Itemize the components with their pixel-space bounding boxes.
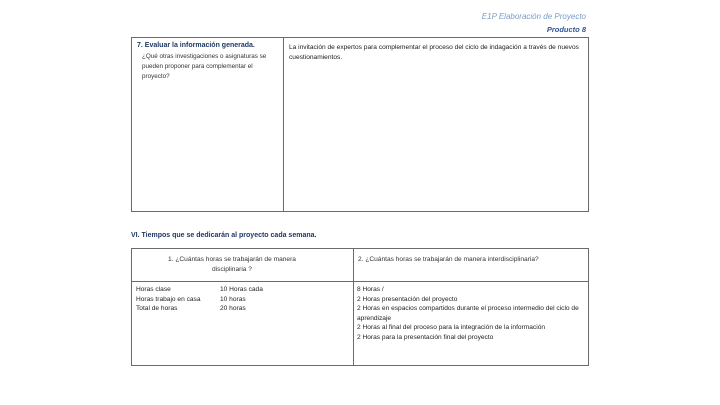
section-7-title: 7. Evaluar la información generada. bbox=[137, 42, 255, 49]
header-row-divider bbox=[132, 281, 588, 282]
disciplinary-hours-list bbox=[136, 285, 346, 314]
interdisciplinary-line: 2 Horas presentación del proyecto bbox=[357, 295, 458, 303]
hours-value: 20 horas bbox=[220, 305, 246, 312]
section-7-answer: La invitación de expertos para complementar el proceso del ciclo de indagación a través de nuevos cuestionamientos. bbox=[289, 44, 579, 61]
column-divider bbox=[283, 38, 284, 211]
interdisciplinary-hours-list bbox=[357, 285, 585, 342]
section-7-question: ¿Qué otras investigaciones o asignaturas se pueden proponer para complementar el proyecto? bbox=[142, 53, 267, 80]
hours-value: 10 horas bbox=[220, 295, 246, 303]
interdisciplinary-line: 2 Horas al final del proceso para la integración de la información bbox=[357, 324, 546, 331]
hours-row bbox=[136, 304, 346, 314]
section-7-table bbox=[131, 37, 589, 212]
document-header-title: E1P Elaboración de Proyecto bbox=[481, 12, 586, 21]
hours-row bbox=[136, 285, 346, 295]
column-divider bbox=[353, 249, 354, 365]
hours-label: Total de horas bbox=[136, 305, 178, 312]
interdisciplinary-line: 8 Horas / bbox=[357, 286, 384, 293]
document-header-subtitle: Producto 8 bbox=[546, 25, 586, 34]
question-1-header: 1. ¿Cuántas horas se trabajarán de manera disciplinaria ? bbox=[168, 256, 296, 273]
question-2-header: 2. ¿Cuántas horas se trabajarán de manera interdisciplinaria? bbox=[358, 256, 539, 263]
hours-value: 10 Horas cada bbox=[220, 286, 263, 293]
hours-label: Horas trabajo en casa bbox=[136, 295, 201, 303]
interdisciplinary-line: 2 Horas para la presentación final del proyecto bbox=[357, 333, 494, 341]
hours-label: Horas clase bbox=[136, 286, 171, 293]
hours-row bbox=[136, 295, 346, 305]
section-6-table bbox=[131, 248, 589, 366]
section-6-title: VI. Tiempos que se dedicarán al proyecto cada semana. bbox=[131, 232, 317, 239]
interdisciplinary-line: 2 Horas en espacios compartidos durante el proceso intermedio del ciclo de aprendizaje bbox=[357, 305, 579, 322]
